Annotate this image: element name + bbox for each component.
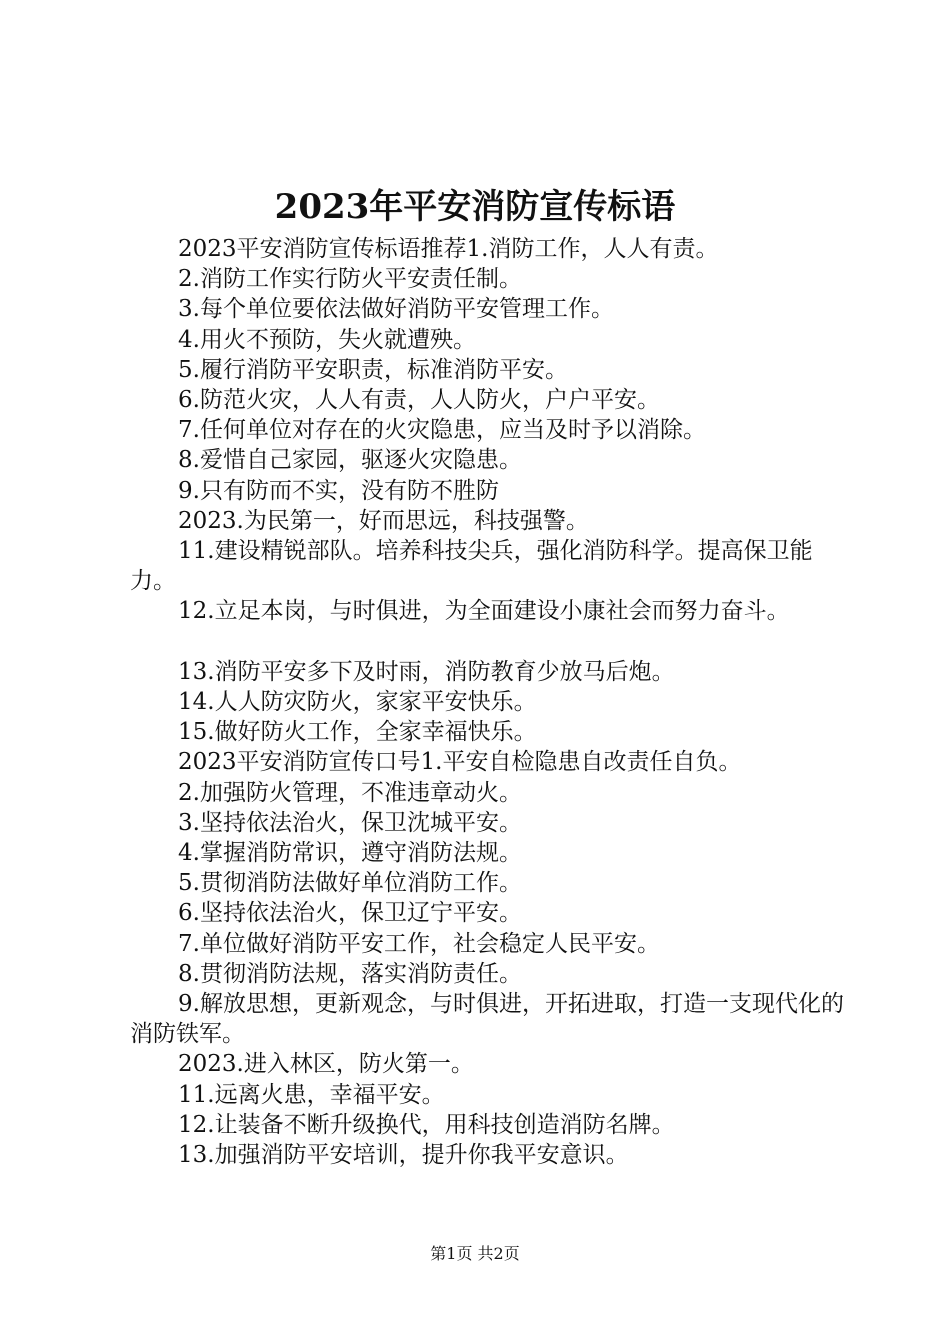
slogan-line: 8.贯彻消防法规，落实消防责任。 [178, 960, 522, 987]
slogan-line: 6.坚持依法治火，保卫辽宁平安。 [178, 900, 522, 927]
page-number: 第1页 共2页 [430, 1244, 520, 1263]
slogan-line: 13.加强消防平安培训，提升你我平安意识。 [178, 1142, 629, 1169]
slogan-line: 4.掌握消防常识，遵守消防法规。 [178, 840, 522, 867]
slogan-line: 3.坚持依法治火，保卫沈城平安。 [178, 809, 522, 836]
slogan-line: 12.让装备不断升级换代，用科技创造消防名牌。 [178, 1111, 675, 1138]
slogan-line: 2023平安消防宣传口号1.平安自检隐患自改责任自负。 [178, 749, 742, 776]
slogan-line: 5.履行消防平安职责，标准消防平安。 [178, 356, 568, 383]
slogan-line: 9.解放思想，更新观念，与时俱进，开拓进取，打造一支现代化的消防铁军。 [130, 991, 844, 1048]
document-title: 2023年平安消防宣传标语 [274, 187, 676, 227]
slogan-line: 15.做好防火工作，全家幸福快乐。 [178, 719, 537, 746]
slogan-line: 4.用火不预防，失火就遭殃。 [178, 326, 476, 353]
slogan-line: 13.消防平安多下及时雨，消防教育少放马后炮。 [178, 658, 675, 685]
slogan-line: 14.人人防灾防火，家家平安快乐。 [178, 689, 537, 716]
slogan-line: 2.加强防火管理，不准违章动火。 [178, 779, 522, 806]
slogan-line: 7.任何单位对存在的火灾隐患，应当及时予以消除。 [178, 417, 706, 444]
slogan-line: 2023.为民第一，好而思远，科技强警。 [178, 507, 589, 534]
slogan-line: 9.只有防而不实，没有防不胜防 [178, 477, 499, 504]
blank-line [130, 627, 850, 657]
slogan-line: 6.防范火灾，人人有责，人人防火，户户平安。 [178, 387, 660, 414]
slogan-line: 11.建设精锐部队。培养科技尖兵，强化消防科学。提高保卫能力。 [130, 538, 813, 595]
slogan-line: 5.贯彻消防法做好单位消防工作。 [178, 870, 522, 897]
slogan-line: 2023.进入林区，防火第一。 [178, 1051, 474, 1078]
slogan-line: 2023平安消防宣传标语推荐1.消防工作，人人有责。 [178, 236, 719, 262]
slogan-line: 2.消防工作实行防火平安责任制。 [178, 266, 522, 293]
slogan-line: 3.每个单位要依法做好消防平安管理工作。 [178, 296, 614, 323]
slogan-line: 7.单位做好消防平安工作，社会稳定人民平安。 [178, 930, 660, 957]
document-body [130, 234, 850, 1170]
slogan-line: 12.立足本岗，与时俱进，为全面建设小康社会而努力奋斗。 [178, 598, 790, 625]
slogan-line: 11.远离火患，幸福平安。 [178, 1081, 445, 1108]
slogan-line: 8.爱惜自己家园，驱逐火灾隐患。 [178, 447, 522, 474]
